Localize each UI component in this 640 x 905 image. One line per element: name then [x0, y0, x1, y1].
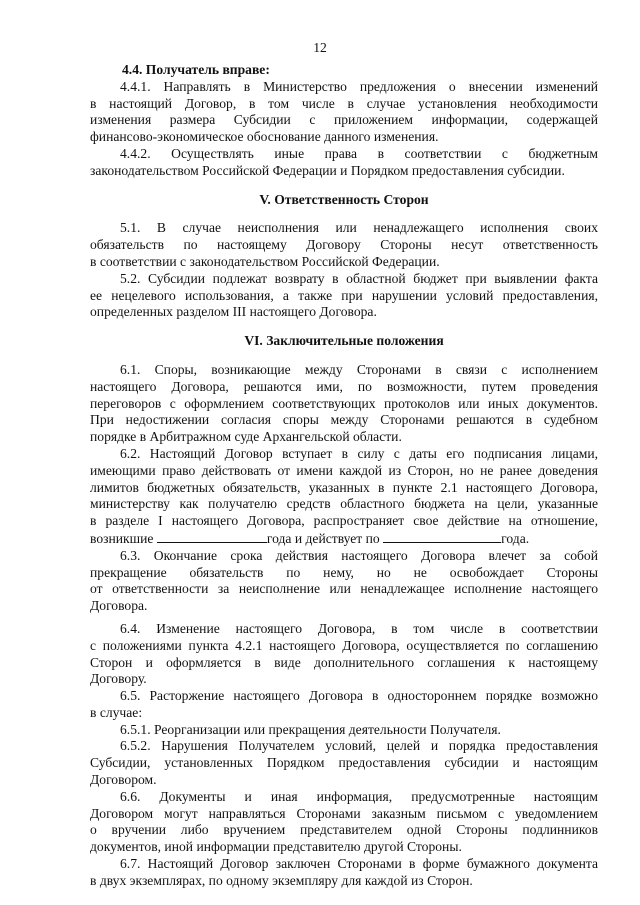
text-line: законодательством Российской Федерации и Порядком предоставления субсидии.	[90, 162, 565, 178]
text-line: переговоров с оформлением соответствующих протоколов или иных документов.	[90, 395, 598, 411]
paragraph-4-4-1	[90, 79, 598, 146]
section-5-heading: V. Ответственность Сторон	[259, 191, 429, 207]
paragraph-6-3	[90, 548, 598, 615]
paragraph-4-4-2	[90, 146, 598, 180]
text-line: Договора.	[90, 598, 148, 614]
text-line: в двух экземплярах, по одному экземпляру для каждой из Сторон.	[90, 872, 473, 888]
text-line: в случае:	[90, 704, 143, 720]
text-fragment: года.	[501, 530, 530, 546]
paragraph-6-2	[90, 446, 598, 548]
text-line: 6.1. Споры, возникающие между Сторонами в связи с исполнением	[120, 361, 598, 377]
date-blank-from	[157, 530, 267, 543]
text-line: Субсидии, установленных Порядком предоставления субсидии и настоящим	[90, 755, 598, 771]
text-line: в соответствии с законодательством Российской Федерации.	[90, 253, 440, 269]
text-line: Договором могут направляться Сторонами заказным письмом с уведомлением	[90, 805, 598, 821]
text-fragment: года и действует по	[266, 530, 380, 546]
paragraph-6-4	[90, 621, 598, 688]
paragraph-6-5-1	[90, 722, 598, 739]
text-line: 6.2. Настоящий Договор вступает в силу с даты его подписания лицами,	[120, 445, 598, 461]
text-line: обязательств по настоящему Договору Стороны несут ответственность	[90, 237, 598, 253]
text-line: от ответственности за неисполнение или ненадлежащее исполнение настоящего	[90, 581, 598, 597]
text-line: 5.1. В случае неисполнения или ненадлежащего исполнения своих	[120, 220, 598, 236]
text-line: порядке в Арбитражном суде Архангельской области.	[90, 429, 402, 445]
text-line-with-blanks	[90, 530, 598, 548]
text-line: 6.7. Настоящий Договор заключен Сторонами в форме бумажного документа	[120, 856, 598, 872]
text-line: лимитов бюджетных обязательств, указанных в пункте 2.1 настоящего Договора,	[90, 479, 598, 495]
text-line: ее нецелевого использования, а также при нарушении условий предоставления,	[90, 287, 598, 303]
text-line: Договору.	[90, 671, 147, 687]
text-line: При недостижении согласия споры между Сторонами решаются в судебном	[90, 412, 598, 428]
page-number: 12	[313, 40, 327, 55]
text-line: изменения размера Субсидии с приложением информации, содержащей	[90, 112, 598, 128]
text-line: в разделе I настоящего Договора, распространяет свое действие на отношение,	[90, 513, 598, 529]
text-line: 6.5.1. Реорганизации или прекращения деятельности Получателя.	[120, 721, 501, 737]
paragraph-5-2	[90, 271, 598, 321]
text-line: Сторон и оформляется в виде дополнительного соглашения к настоящему	[90, 654, 598, 670]
paragraph-6-6	[90, 789, 598, 856]
paragraph-6-7	[90, 856, 598, 890]
paragraph-6-1	[90, 362, 598, 446]
text-line: министерству как получателю средств областного бюджета на цели, указанные	[90, 496, 598, 512]
text-line: финансово-экономическое обоснование данного изменения.	[90, 129, 439, 145]
paragraph-6-5-2	[90, 738, 598, 788]
text-line: 6.6. Документы и иная информация, предусмотренные настоящим	[120, 788, 598, 804]
text-line: 4.4.2. Осуществлять иные права в соответствии с бюджетным	[120, 145, 598, 161]
text-line: настоящего Договора, решаются ими, по возможности, путем проведения	[90, 378, 598, 394]
text-line: 6.5. Расторжение настоящего Договора в одностороннем порядке возможно	[120, 688, 598, 704]
paragraph-6-5	[90, 688, 598, 722]
text-line: 4.4.1. Направлять в Министерство предложения о внесении изменений	[120, 78, 598, 94]
text-line: 6.5.2. Нарушения Получателем условий, целей и порядка предоставления	[120, 738, 598, 754]
section-4-4-heading: 4.4. Получатель вправе:	[122, 62, 270, 77]
text-line: 6.4. Изменение настоящего Договора, в том числе в соответствии	[120, 620, 598, 636]
text-line: 6.3. Окончание срока действия настоящего Договора влечет за собой	[120, 547, 598, 563]
text-line: в настоящий Договор, в том числе в случае установления необходимости	[90, 95, 598, 111]
text-fragment: возникшие	[90, 530, 154, 546]
text-line: с положениями пункта 4.2.1 настоящего Договора, осуществляется по соглашению	[90, 637, 598, 653]
text-line: определенных разделом III настоящего Договора.	[90, 304, 377, 320]
text-line: имеющими право действовать от имени каждой из Сторон, но не ранее доведения	[90, 462, 598, 478]
text-line: прекращение обязательств по нему, но не освобождает Стороны	[90, 564, 598, 580]
text-line: Договором.	[90, 772, 157, 788]
paragraph-5-1	[90, 220, 598, 270]
date-blank-to	[383, 530, 501, 543]
section-6-heading: VI. Заключительные положения	[244, 333, 444, 349]
text-line: 5.2. Субсидии подлежат возврату в областной бюджет при выявлении факта	[120, 270, 598, 286]
document-body	[90, 62, 598, 890]
text-line: документов, иной информации представителю другой Стороны.	[90, 839, 462, 855]
text-line: о вручении либо вручением представителем одной Стороны подлинников	[90, 822, 598, 838]
